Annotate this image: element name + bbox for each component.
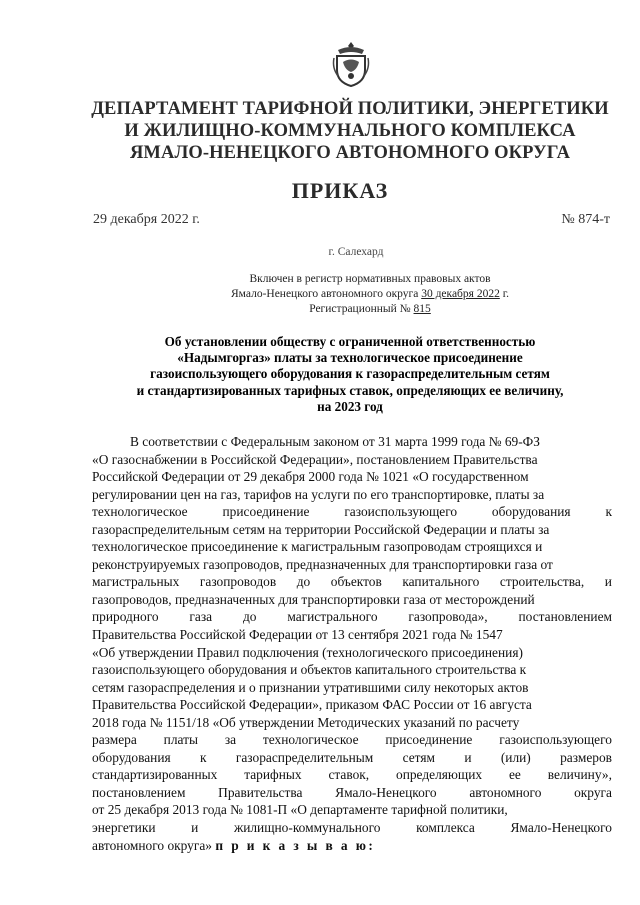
word: газопроводов bbox=[199, 574, 277, 590]
registry-line-3 bbox=[180, 302, 560, 317]
word: газа bbox=[189, 609, 213, 625]
body-line bbox=[92, 503, 612, 521]
subject-line-2: «Надымгоргаз» платы за технологическое присоединение bbox=[177, 350, 523, 366]
word: определяющих bbox=[396, 767, 483, 783]
body-line: «О газоснабжении в Российской Федерации», постановлением Правительства bbox=[92, 451, 538, 467]
body-line-text: автономного округа» bbox=[92, 837, 216, 853]
body-line: Правительства Российской Федерации», приказом ФАС России от 16 августа bbox=[92, 697, 532, 713]
word: к bbox=[200, 749, 207, 765]
word: присоединение bbox=[385, 732, 473, 748]
registry-region: Ямало-Ненецкого автономного округа bbox=[231, 288, 422, 300]
word: до bbox=[296, 574, 311, 590]
coat-of-arms-emblem bbox=[331, 40, 371, 88]
word: объектов bbox=[330, 574, 382, 590]
subject-line-3: газоиспользующего оборудования к газораспределительным сетям bbox=[150, 366, 550, 382]
body-line: газораспределительным сетям на территории Российской Федерации и платы за bbox=[92, 521, 550, 537]
body-line: газопроводов, предназначенных для транспортировки газа от месторождений bbox=[92, 591, 535, 607]
registry-date: 30 декабря 2022 bbox=[421, 288, 500, 300]
word: Ямало-Ненецкого bbox=[335, 784, 437, 800]
body-line bbox=[92, 819, 612, 837]
body-line: Российской Федерации от 29 декабря 2000 года № 1021 «О государственном bbox=[92, 469, 529, 485]
preamble-paragraph bbox=[92, 433, 612, 854]
word: Правительства bbox=[218, 784, 303, 800]
word: ее bbox=[508, 767, 521, 783]
department-name bbox=[80, 98, 620, 164]
body-line: от 25 декабря 2013 года № 1081-П «О департаменте тарифной политики, bbox=[92, 802, 508, 818]
word: к bbox=[605, 504, 612, 520]
registry-year-suffix: г. bbox=[499, 288, 509, 300]
word: магистральных bbox=[92, 574, 180, 590]
order-number: № 874-т bbox=[561, 212, 610, 227]
body-line: 2018 года № 1151/18 «Об утверждении Методических указаний по расчету bbox=[92, 714, 520, 730]
body-line bbox=[92, 784, 612, 802]
body-line bbox=[92, 731, 612, 749]
word: размеров bbox=[560, 749, 612, 765]
word: и bbox=[191, 820, 199, 836]
word: оборудования bbox=[92, 749, 171, 765]
word: комплекса bbox=[416, 820, 475, 836]
body-line: сетям газораспределения и о признании утратившими силу некоторых актов bbox=[92, 679, 529, 695]
word: и bbox=[604, 574, 612, 590]
word: платы bbox=[163, 732, 198, 748]
word: стандартизированных bbox=[92, 767, 218, 783]
body-line bbox=[92, 608, 612, 626]
subject-line-4: и стандартизированных тарифных ставок, определяющих ее величину, bbox=[136, 382, 564, 398]
word: строительства, bbox=[499, 574, 585, 590]
word: постановлением bbox=[518, 609, 612, 625]
word: ставок, bbox=[328, 767, 370, 783]
body-line: В соответствии с Федеральным законом от 31 марта 1999 года № 69-ФЗ bbox=[130, 434, 540, 449]
body-line: регулировании цен на газ, тарифов на услуги по его транспортировке, платы за bbox=[92, 486, 545, 502]
body-line bbox=[92, 749, 612, 767]
department-line-3: ЯМАЛО-НЕНЕЦКОГО АВТОНОМНОГО ОКРУГА bbox=[129, 143, 571, 163]
word: округа bbox=[574, 784, 612, 800]
word: газоиспользующего bbox=[344, 504, 458, 520]
registry-note bbox=[180, 272, 560, 317]
registry-number-label: Регистрационный № bbox=[309, 303, 414, 315]
department-line-1: ДЕПАРТАМЕНТ ТАРИФНОЙ ПОЛИТИКИ, ЭНЕРГЕТИКИ bbox=[91, 99, 609, 119]
department-line-2: И ЖИЛИЩНО-КОММУНАЛЬНОГО КОМПЛЕКСА bbox=[124, 121, 576, 141]
word: газораспределительным bbox=[235, 749, 374, 765]
body-line: реконструируемых газопроводов, предназначенных для транспортировки газа от bbox=[92, 556, 553, 572]
body-line: Правительства Российской Федерации от 13 сентября 2021 года № 1547 bbox=[92, 627, 503, 643]
word: газоиспользующего bbox=[499, 732, 612, 748]
word: сетям bbox=[402, 749, 435, 765]
word: (или) bbox=[500, 749, 531, 765]
word: технологическое bbox=[92, 504, 188, 520]
subject-line-1: Об установлении обществу с ограниченной ответственностью bbox=[164, 334, 536, 349]
order-title: ПРИКАЗ bbox=[291, 178, 389, 203]
order-subject bbox=[95, 334, 605, 415]
word: Ямало-Ненецкого bbox=[510, 820, 612, 836]
word: жилищно-коммунального bbox=[233, 820, 381, 836]
registry-line-1: Включен в регистр нормативных правовых актов bbox=[249, 273, 491, 285]
word: постановлением bbox=[92, 784, 186, 800]
word: за bbox=[224, 732, 237, 748]
word: тарифных bbox=[244, 767, 302, 783]
word: оборудования bbox=[491, 504, 571, 520]
word: размера bbox=[92, 732, 137, 748]
word: и bbox=[464, 749, 472, 765]
subject-line-5: на 2023 год bbox=[317, 398, 383, 414]
word: энергетики bbox=[92, 820, 156, 836]
word: технологическое bbox=[262, 732, 359, 748]
registry-number: 815 bbox=[413, 303, 431, 315]
word: присоединение bbox=[222, 504, 310, 520]
body-line: «Об утверждении Правил подключения (технологического присоединения) bbox=[92, 644, 523, 660]
city: г. Салехард bbox=[328, 246, 384, 258]
order-date: 29 декабря 2022 г. bbox=[93, 212, 200, 227]
word: магистрального bbox=[287, 609, 378, 625]
word: автономного bbox=[469, 784, 542, 800]
word: капитального bbox=[402, 574, 480, 590]
body-line-last bbox=[92, 837, 612, 855]
word: до bbox=[242, 609, 257, 625]
body-line bbox=[92, 573, 612, 591]
body-line: технологическое присоединение к магистральным газопроводам строящихся и bbox=[92, 539, 543, 555]
body-line bbox=[92, 766, 612, 784]
word: величину», bbox=[547, 767, 612, 783]
word: газопровода», bbox=[408, 609, 488, 625]
order-directive: п р и к а з ы в а ю: bbox=[215, 837, 376, 853]
body-line: газоиспользующего оборудования и объектов капитального строительства к bbox=[92, 662, 527, 678]
registry-line-2 bbox=[180, 287, 560, 302]
word: природного bbox=[92, 609, 159, 625]
